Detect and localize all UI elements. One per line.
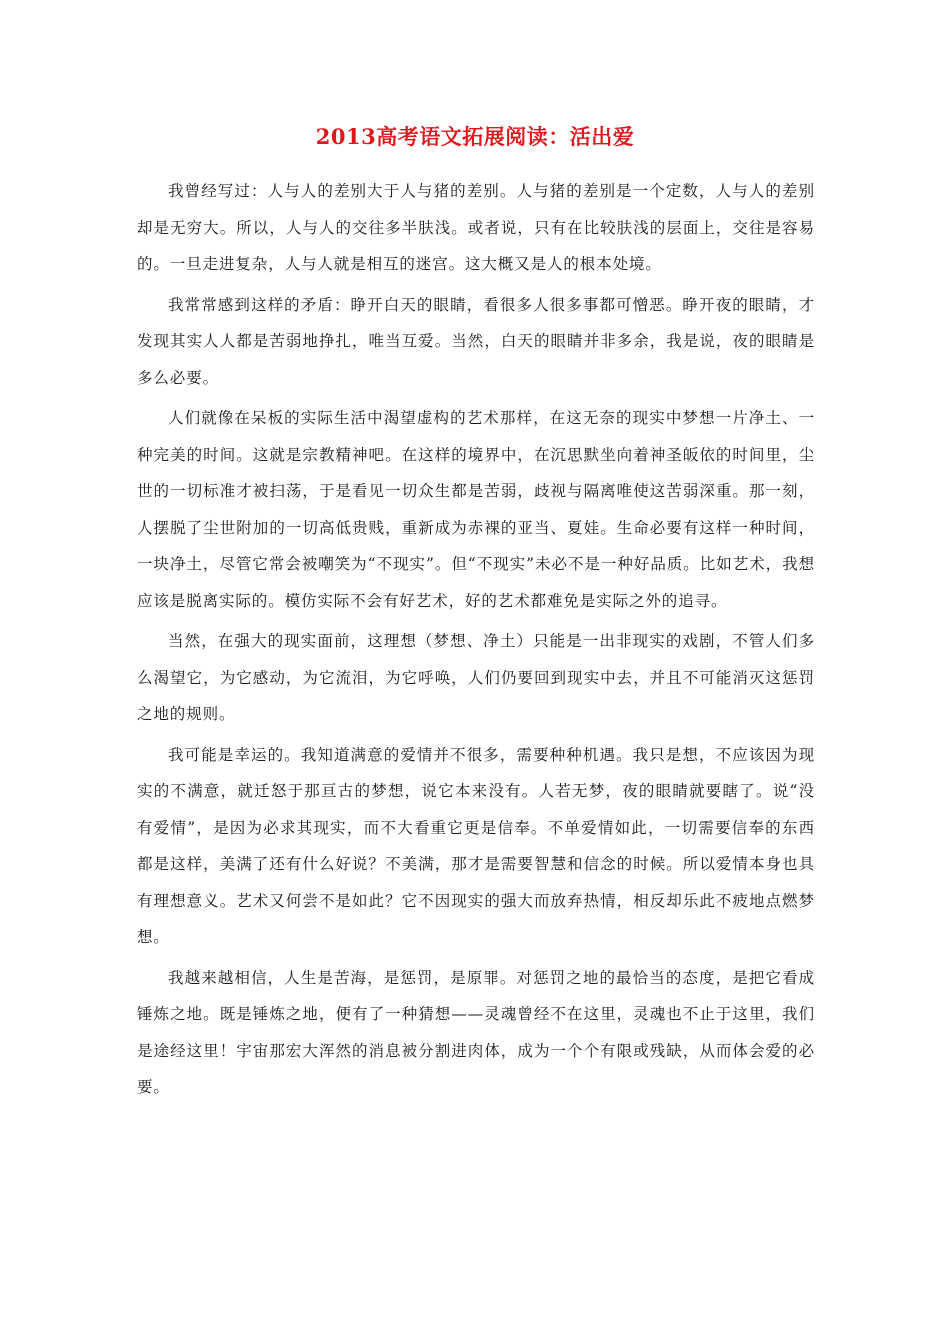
article-body <box>137 173 815 1110</box>
paragraph-6: 我越来越相信，人生是苦海，是惩罚，是原罪。对惩罚之地的最恰当的态度，是把它看成锤炼之地。既是锤炼之地，便有了一种猜想——灵魂曾经不在这里，灵魂也不止于这里，我们是途经这里！宇宙那宏大浑然的消息被分割进肉体，成为一个个有限或残缺，从而体会爱的必要。 <box>137 968 815 1096</box>
paragraph-3: 人们就像在呆板的实际生活中渴望虚构的艺术那样，在这无奈的现实中梦想一片净土、一种完美的时间。这就是宗教精神吧。在这样的境界中，在沉思默坐向着神圣皈依的时间里，尘世的一切标准才被扫荡，于是看见一切众生都是苦弱，歧视与隔离唯使这苦弱深重。那一刻，人摆脱了尘世附加的一切高低贵贱，重新成为赤裸的亚当、夏娃。生命必要有这样一种时间，一块净土，尽管它常会被嘲笑为“不现实”。但“不现实”未必不是一种好品质。比如艺术，我想应该是脱离实际的。模仿实际不会有好艺术，好的艺术都难免是实际之外的追寻。 <box>137 409 815 610</box>
paragraph-1: 我曾经写过：人与人的差别大于人与猪的差别。人与猪的差别是一个定数，人与人的差别却是无穷大。所以，人与人的交往多半肤浅。或者说，只有在比较肤浅的层面上，交往是容易的。一旦走进复杂，人与人就是相互的迷宫。这大概又是人的根本处境。 <box>137 182 815 273</box>
paragraph-2: 我常常感到这样的矛盾：睁开白天的眼睛，看很多人很多事都可憎恶。睁开夜的眼睛，才发现其实人人都是苦弱地挣扎，唯当互爱。当然，白天的眼睛并非多余，我是说，夜的眼睛是多么必要。 <box>137 295 815 387</box>
paragraph-5: 我可能是幸运的。我知道满意的爱情并不很多，需要种种机遇。我只是想，不应该因为现实的不满意，就迁怒于那亘古的梦想，说它本来没有。人若无梦，夜的眼睛就要瞎了。说“没有爱情”，是因为必求其现实，而不大看重它更是信奉。不单爱情如此，一切需要信奉的东西都是这样，美满了还有什么好说？不美满，那才是需要智慧和信念的时候。所以爱情本身也具有理想意义。艺术又何尝不是如此？它不因现实的强大而放弃热情，相反却乐此不疲地点燃梦想。 <box>137 745 815 946</box>
paragraph-4: 当然，在强大的现实面前，这理想（梦想、净土）只能是一出非现实的戏剧，不管人们多么渴望它，为它感动，为它流泪，为它呼唤，人们仍要回到现实中去，并且不可能消灭这惩罚之地的规则。 <box>137 632 815 723</box>
document-title: 2013高考语文拓展阅读：活出爱 <box>315 124 635 149</box>
